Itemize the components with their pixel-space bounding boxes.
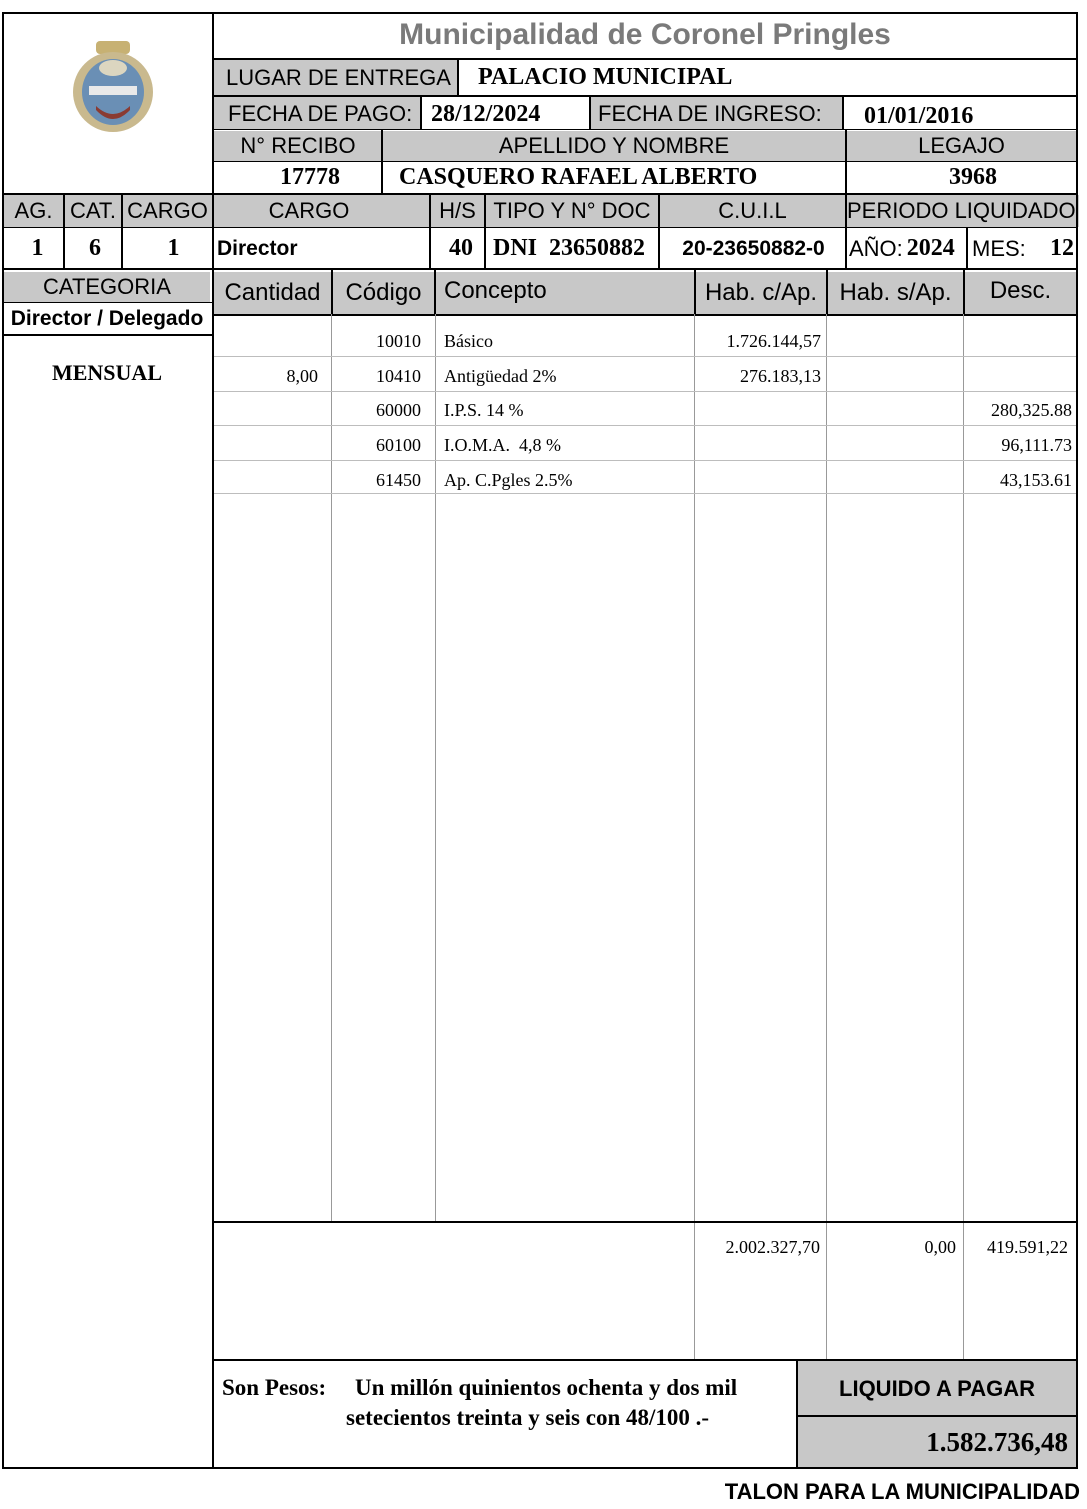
codigo-cell: 61450 bbox=[376, 469, 421, 490]
hab-sap-cell bbox=[828, 464, 956, 496]
anio-label: AÑO: bbox=[849, 235, 903, 261]
cargo-code-value: 1 bbox=[167, 235, 180, 261]
periodo-label: PERIODO LIQUIDADO bbox=[847, 198, 1076, 223]
col-header-hab-sap: Hab. s/Ap. bbox=[839, 279, 952, 306]
desc-cell bbox=[965, 325, 1072, 357]
son-pesos-label: Son Pesos: bbox=[222, 1375, 327, 1400]
fecha-ingreso-label: FECHA DE INGRESO: bbox=[598, 101, 822, 126]
municipal-seal-icon bbox=[66, 38, 160, 134]
total-desc: 419.591,22 bbox=[987, 1236, 1068, 1257]
desc-cell bbox=[965, 360, 1072, 392]
codigo-cell: 60100 bbox=[376, 434, 421, 455]
doc-label: TIPO Y N° DOC bbox=[493, 198, 651, 223]
son-pesos-line2: setecientos treinta y seis con 48/100 .- bbox=[346, 1405, 710, 1430]
concepto-cell: I.O.M.A. 4,8 % bbox=[444, 434, 561, 455]
talon-caption: TALON PARA LA MUNICIPALIDAD bbox=[724, 1479, 1080, 1504]
categoria-label: CATEGORIA bbox=[43, 274, 171, 299]
lugar-label: LUGAR DE ENTREGA bbox=[226, 64, 451, 90]
cat-label: CAT. bbox=[69, 198, 117, 223]
desc-cell: 280,325.88 bbox=[991, 399, 1072, 420]
cantidad-cell: 8,00 bbox=[286, 365, 318, 386]
col-header-hab-cap: Hab. c/Ap. bbox=[704, 279, 818, 306]
hab-cap-cell bbox=[696, 394, 821, 426]
hab-sap-cell bbox=[828, 394, 956, 426]
categoria-value: Director / Delegado bbox=[10, 307, 204, 330]
mes-value: 12 bbox=[1050, 235, 1074, 261]
cargo-code-label: CARGO bbox=[127, 198, 208, 223]
codigo-cell: 10410 bbox=[376, 365, 421, 386]
total-hab-sap: 0,00 bbox=[924, 1236, 956, 1257]
lugar-value: PALACIO MUNICIPAL bbox=[478, 64, 733, 90]
son-pesos-line1: Un millón quinientos ochenta y dos mil bbox=[355, 1375, 738, 1400]
legajo-label: LEGAJO bbox=[918, 133, 1005, 158]
hab-cap-cell: 1.726.144,57 bbox=[726, 330, 821, 351]
codigo-cell: 10010 bbox=[376, 330, 421, 351]
periodicidad: MENSUAL bbox=[51, 360, 162, 385]
desc-cell: 96,111.73 bbox=[1001, 434, 1072, 455]
hs-value: 40 bbox=[449, 235, 473, 261]
nombre-label: APELLIDO Y NOMBRE bbox=[498, 133, 730, 158]
col-header-desc: Desc. bbox=[989, 277, 1052, 304]
cargo-label: CARGO bbox=[268, 198, 350, 223]
hs-label: H/S bbox=[439, 198, 476, 223]
desc-cell: 43,153.61 bbox=[1000, 469, 1072, 490]
col-header-concepto: Concepto bbox=[444, 277, 547, 304]
hab-sap-cell bbox=[828, 325, 956, 357]
nombre-value: CASQUERO RAFAEL ALBERTO bbox=[399, 164, 758, 190]
fecha-pago-value: 28/12/2024 bbox=[431, 100, 541, 127]
ag-label: AG. bbox=[14, 198, 53, 223]
doc-number: 23650882 bbox=[549, 235, 646, 261]
fecha-ingreso-value: 01/01/2016 bbox=[864, 102, 974, 129]
total-hab-cap: 2.002.327,70 bbox=[725, 1236, 820, 1257]
codigo-cell: 60000 bbox=[376, 399, 421, 420]
cuil-label: C.U.I.L bbox=[718, 198, 787, 223]
page-title: Municipalidad de Coronel Pringles bbox=[399, 18, 891, 51]
hab-cap-cell bbox=[696, 429, 821, 461]
concepto-cell: Básico bbox=[444, 330, 493, 351]
legajo-value: 3968 bbox=[949, 164, 997, 190]
cargo-value: Director bbox=[217, 236, 298, 260]
concepto-cell: Antigüedad 2% bbox=[444, 365, 557, 386]
mes-label: MES: bbox=[972, 235, 1026, 261]
recibo-value: 17778 bbox=[280, 164, 340, 190]
anio-cell bbox=[849, 229, 966, 268]
col-header-cantidad: Cantidad bbox=[224, 279, 321, 306]
doc-value bbox=[493, 229, 658, 268]
ag-value: 1 bbox=[31, 235, 44, 261]
doc-type: DNI bbox=[493, 235, 538, 261]
hab-cap-cell bbox=[696, 464, 821, 496]
liquido-label: LIQUIDO A PAGAR bbox=[839, 1376, 1035, 1401]
concepto-cell: Ap. C.Pgles 2.5% bbox=[444, 469, 573, 490]
concepto-cell: I.P.S. 14 % bbox=[444, 399, 524, 420]
cantidad-cell bbox=[214, 394, 318, 426]
liquido-value: 1.582.736,48 bbox=[926, 1426, 1068, 1457]
col-header-codigo: Código bbox=[345, 279, 422, 306]
cantidad-cell bbox=[214, 464, 318, 496]
hab-sap-cell bbox=[828, 429, 956, 461]
anio-value: 2024 bbox=[906, 235, 955, 261]
cat-value: 6 bbox=[89, 235, 101, 261]
hab-cap-cell: 276.183,13 bbox=[740, 365, 821, 386]
hab-sap-cell bbox=[828, 360, 956, 392]
fecha-pago-label: FECHA DE PAGO: bbox=[228, 101, 413, 126]
cantidad-cell bbox=[214, 325, 318, 357]
cantidad-cell bbox=[214, 429, 318, 461]
recibo-label: N° RECIBO bbox=[240, 133, 356, 158]
cuil-value: 20-23650882-0 bbox=[682, 236, 825, 260]
